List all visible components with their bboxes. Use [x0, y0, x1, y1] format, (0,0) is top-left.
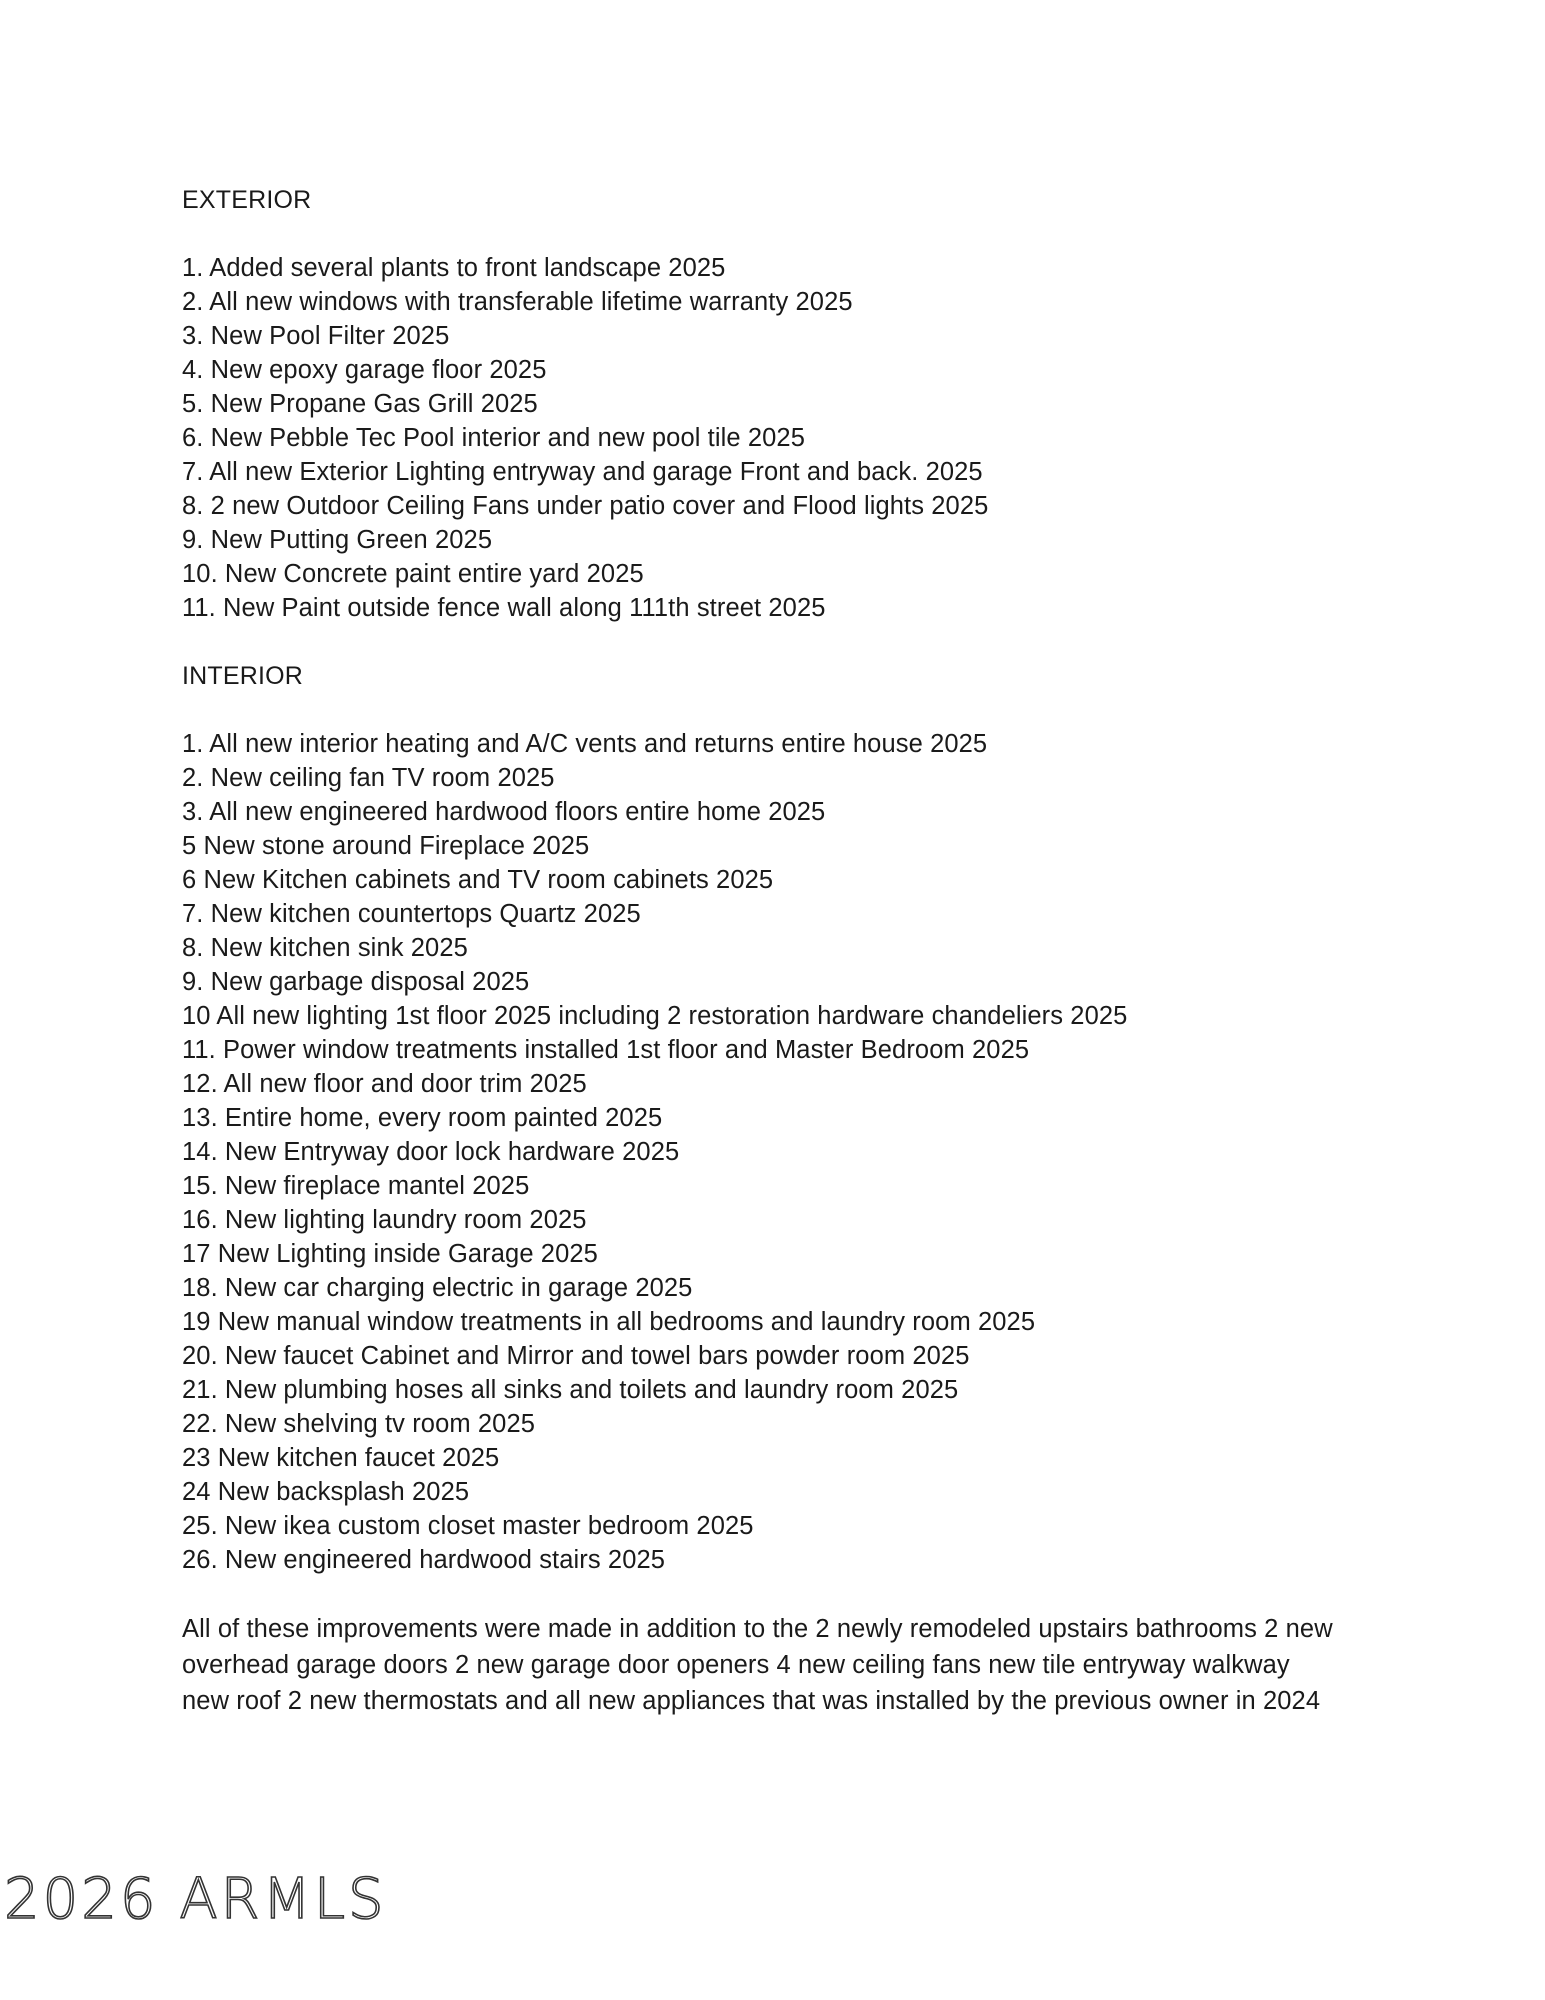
- list-item: 9. New garbage disposal 2025: [182, 968, 530, 996]
- list-item: 25. New ikea custom closet master bedroom 2025: [182, 1512, 754, 1540]
- list-item: 6. New Pebble Tec Pool interior and new pool tile 2025: [182, 424, 805, 452]
- list-item: 22. New shelving tv room 2025: [182, 1410, 536, 1438]
- list-item: 5 New stone around Fireplace 2025: [182, 832, 590, 860]
- list-item: 8. 2 new Outdoor Ceiling Fans under patio cover and Flood lights 2025: [182, 492, 989, 520]
- list-item: 14. New Entryway door lock hardware 2025: [182, 1138, 680, 1166]
- list-item: 20. New faucet Cabinet and Mirror and towel bars powder room 2025: [182, 1342, 970, 1370]
- list-item: 1. Added several plants to front landscape 2025: [182, 254, 726, 282]
- list-item: 4. New epoxy garage floor 2025: [182, 356, 547, 384]
- document-content: [182, 183, 1382, 1745]
- list-item: 26. New engineered hardwood stairs 2025: [182, 1546, 666, 1574]
- list-item: 6 New Kitchen cabinets and TV room cabinets 2025: [182, 866, 774, 894]
- closing-paragraph: All of these improvements were made in addition to the 2 newly remodeled upstairs bathrooms 2 new overhead garage doors 2 new garage door openers 4 new ceiling fans new tile entryway walkway new roof 2 new thermostats and all new appliances that was installed by the previous owner in 2024: [182, 1615, 1333, 1715]
- list-item: 2. All new windows with transferable lifetime warranty 2025: [182, 288, 853, 316]
- list-item: 12. All new floor and door trim 2025: [182, 1070, 587, 1098]
- list-item: 10. New Concrete paint entire yard 2025: [182, 560, 644, 588]
- list-item: 13. Entire home, every room painted 2025: [182, 1104, 663, 1132]
- list-item: 3. All new engineered hardwood floors entire home 2025: [182, 798, 826, 826]
- list-item: 9. New Putting Green 2025: [182, 526, 493, 554]
- list-item: 5. New Propane Gas Grill 2025: [182, 390, 538, 418]
- interior-list: [182, 727, 1382, 1577]
- list-item: 10 All new lighting 1st floor 2025 including 2 restoration hardware chandeliers 2025: [182, 1002, 1128, 1030]
- list-item: 8. New kitchen sink 2025: [182, 934, 468, 962]
- list-item: 15. New fireplace mantel 2025: [182, 1172, 530, 1200]
- list-item: 19 New manual window treatments in all bedrooms and laundry room 2025: [182, 1308, 1036, 1336]
- list-item: 2. New ceiling fan TV room 2025: [182, 764, 555, 792]
- exterior-heading: EXTERIOR: [182, 186, 312, 214]
- list-item: 11. Power window treatments installed 1st floor and Master Bedroom 2025: [182, 1036, 1030, 1064]
- exterior-list: [182, 251, 1382, 625]
- list-item: 18. New car charging electric in garage 2025: [182, 1274, 693, 1302]
- list-item: 1. All new interior heating and A/C vents and returns entire house 2025: [182, 730, 988, 758]
- list-item: 16. New lighting laundry room 2025: [182, 1206, 587, 1234]
- list-item: 7. New kitchen countertops Quartz 2025: [182, 900, 641, 928]
- interior-heading: INTERIOR: [182, 662, 304, 690]
- list-item: 24 New backsplash 2025: [182, 1478, 470, 1506]
- armls-watermark: 2026 ARMLS: [4, 1867, 387, 1932]
- list-item: 23 New kitchen faucet 2025: [182, 1444, 500, 1472]
- list-item: 7. All new Exterior Lighting entryway and garage Front and back. 2025: [182, 458, 983, 486]
- list-item: 17 New Lighting inside Garage 2025: [182, 1240, 598, 1268]
- list-item: 3. New Pool Filter 2025: [182, 322, 450, 350]
- list-item: 21. New plumbing hoses all sinks and toilets and laundry room 2025: [182, 1376, 959, 1404]
- list-item: 11. New Paint outside fence wall along 111th street 2025: [182, 594, 826, 622]
